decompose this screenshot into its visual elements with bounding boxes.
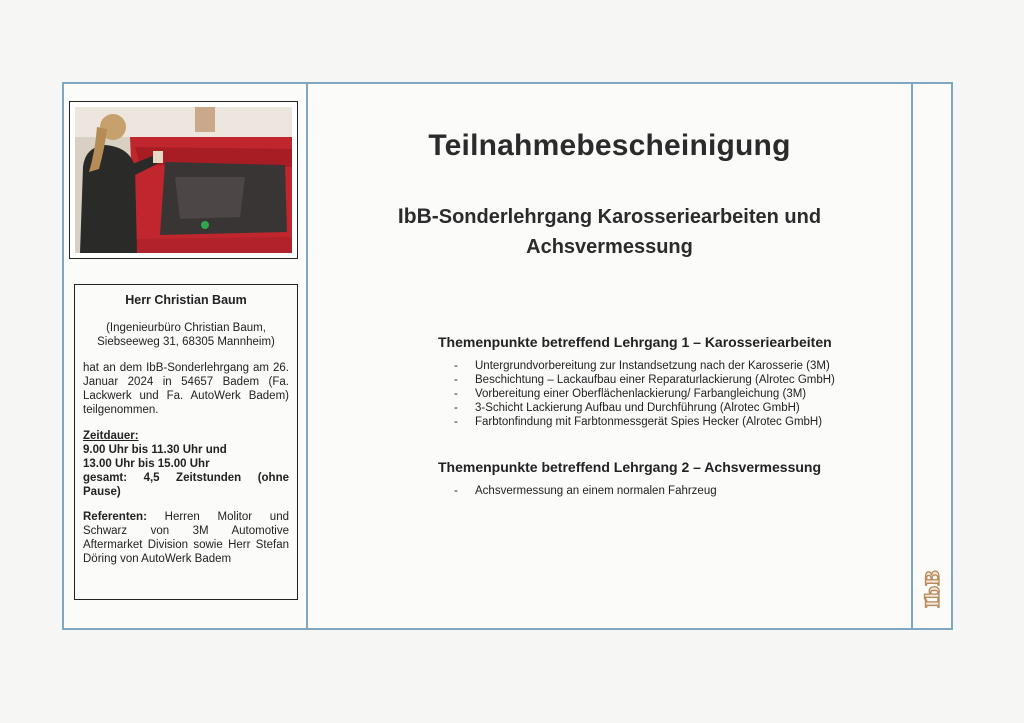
course1-section	[438, 334, 908, 429]
ibb-logo-text: IbB	[921, 569, 944, 609]
column-divider-left	[306, 84, 308, 628]
participant-name: Herr Christian Baum	[125, 293, 247, 307]
course1-heading: Themenpunkte betreffend Lehrgang 1 – Karosseriearbeiten	[438, 334, 832, 350]
duration-afternoon: 13.00 Uhr bis 15.00 Uhr	[83, 458, 210, 470]
duration-total: gesamt: 4,5 Zeitstunden (ohne Pause)	[83, 472, 289, 498]
list-item: - Untergrundvorbereitung zur Instandsetzung nach der Karosserie (3M)	[438, 359, 908, 373]
participant-info-box	[74, 284, 298, 600]
workshop-photo	[69, 101, 298, 259]
speakers-paragraph	[83, 510, 289, 566]
participant-address: (Ingenieurbüro Christian Baum, Siebseeweg 31, 68305 Mannheim)	[97, 322, 275, 348]
course2-heading: Themenpunkte betreffend Lehrgang 2 – Achsvermessung	[438, 459, 822, 475]
list-item: - Achsvermessung an einem normalen Fahrzeug	[438, 484, 908, 498]
subtitle-line1: Sonderlehrgang Karosseriearbeiten und	[438, 206, 822, 228]
course1-list	[438, 359, 908, 429]
subtitle-lead: IbB-	[397, 205, 439, 228]
list-item: - Beschichtung – Lackaufbau einer Reparaturlackierung (Alrotec GmbH)	[438, 373, 908, 387]
list-item: - Farbtonfindung mit Farbtonmessgerät Spies Hecker (Alrotec GmbH)	[438, 415, 908, 429]
duration-label: Zeitdauer:	[83, 430, 139, 442]
list-item: - 3-Schicht Lackierung Aufbau und Durchführung (Alrotec GmbH)	[438, 401, 908, 415]
list-item: - Vorbereitung einer Oberflächenlackierung/ Farbangleichung (3M)	[438, 387, 908, 401]
certificate-title: Teilnahmebescheinigung	[428, 129, 791, 162]
certificate-frame	[62, 82, 953, 630]
ibb-logo	[913, 554, 953, 624]
course2-section	[438, 459, 908, 498]
attendance-statement: hat an dem IbB-Sonderlehrgang am 26. Januar 2024 in 54657 Badem (Fa. Lackwerk und Fa. AutoWerk Badem) teilgenommen.	[83, 362, 289, 416]
workshop-photo-image	[75, 107, 292, 253]
speakers-text: Herren Molitor und Schwarz von 3M Automotive Aftermarket Division sowie Herr Stefan Döring von AutoWerk Badem	[83, 511, 289, 565]
speakers-label: Referenten:	[83, 511, 147, 523]
duration-morning: 9.00 Uhr bis 11.30 Uhr und	[83, 444, 227, 456]
column-divider-right	[911, 84, 913, 628]
subtitle-line2: Achsvermessung	[526, 236, 693, 258]
course2-list	[438, 484, 908, 498]
course-subtitle	[308, 202, 911, 262]
